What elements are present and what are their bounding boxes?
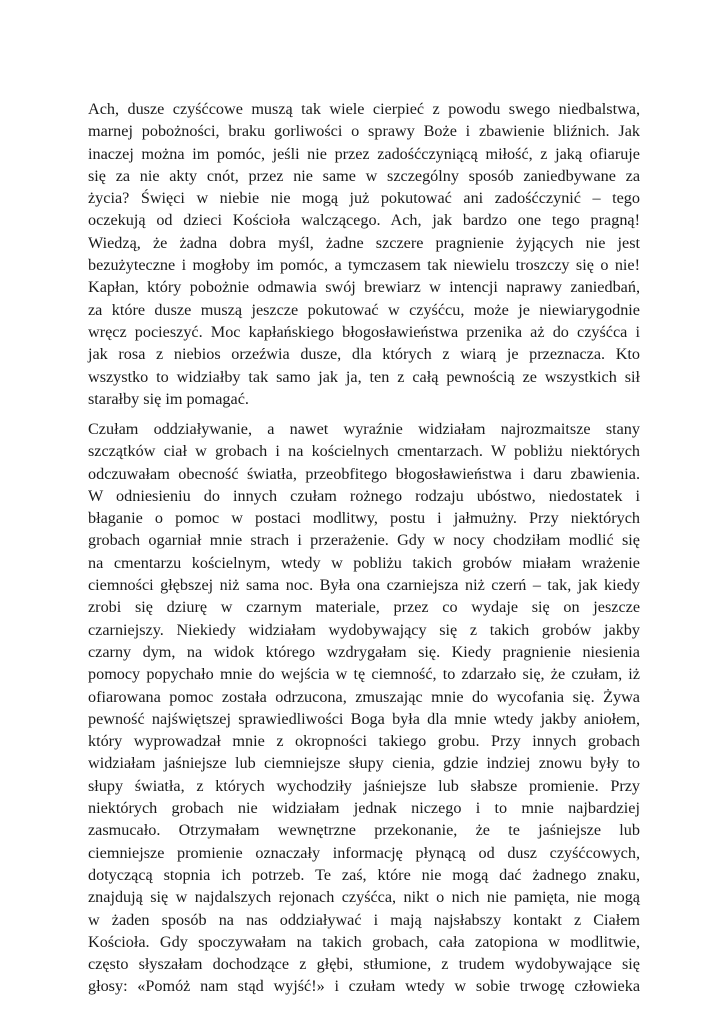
paragraph-line: Wiedzą, że żadna dobra myśl, żadne szczere pragnienie żyjących nie jest	[88, 233, 640, 252]
paragraph-line: pewność najświętszej sprawiedliwości Boga była dla mnie wtedy jakby aniołem,	[88, 709, 640, 728]
paragraph-line: się za nie akty cnót, przez nie same w szczególny sposób zaniedbywane za	[88, 166, 640, 185]
paragraph-line: który wyprowadzał mnie z okropności takiego grobu. Przy innych grobach	[88, 732, 640, 751]
paragraph-line: znajdują się w najdalszych rejonach czyśćca, nikt o nich nie pamięta, nie mogą	[88, 888, 640, 907]
paragraph-line: Ach, dusze czyśćcowe muszą tak wiele cierpieć z powodu swego niedbalstwa,	[88, 100, 640, 118]
paragraph-line: starałby się im pomagać.	[88, 389, 249, 408]
paragraph-line: widziałam jaśniejsze lub ciemniejsze słupy cienia, gdzie indziej znowu były to	[88, 754, 640, 773]
paragraph-line: życia? Święci w niebie nie mogą już pokutować ani zadośćczynić – tego	[88, 189, 640, 208]
paragraph-line: czarny dym, na widok którego wzdrygałam się. Kiedy pragnienie niesienia	[88, 642, 640, 661]
paragraph-1	[88, 98, 640, 410]
paragraph-line: marnej pobożności, braku gorliwości o sprawy Boże i zbawienie bliźnich. Jak	[88, 122, 640, 141]
paragraph-line: pomocy popychało mnie do wejścia w tę ciemność, to zdarzało się, że czułam, iż	[88, 665, 640, 684]
paragraph-line: często słyszałam dochodzące z głębi, stłumione, z trudem wydobywające się	[88, 955, 640, 974]
paragraph-line: zasmucało. Otrzymałam wewnętrzne przekonanie, że te jaśniejsze lub	[88, 821, 640, 840]
paragraph-line: grobach ogarniał mnie strach i przerażenie. Gdy w nocy chodziłam modlić się	[88, 531, 640, 550]
paragraph-line: odczuwałam obecność światła, przeobfitego błogosławieństwa i daru zbawienia.	[88, 464, 640, 483]
paragraph-line: dotyczącą stopnia ich potrzeb. Te zaś, które nie mogą dać żadnego znaku,	[88, 865, 640, 884]
paragraph-line: Czułam oddziaływanie, a nawet wyraźnie widziałam najrozmaitsze stany	[88, 420, 640, 438]
paragraph-2	[88, 418, 640, 998]
paragraph-line: błaganie o pomoc w postaci modlitwy, postu i jałmużny. Przy niektórych	[88, 509, 640, 528]
paragraph-line: szczątków ciał w grobach i na kościelnych cmentarzach. W pobliżu niektórych	[88, 442, 640, 461]
paragraph-line: ofiarowana pomoc została odrzucona, zmuszając mnie do wycofania się. Żywa	[88, 687, 640, 706]
paragraph-line: wręcz pocieszyć. Moc kapłańskiego błogosławieństwa przenika aż do czyśćca i	[88, 322, 640, 341]
paragraph-line: na cmentarzu kościelnym, wtedy w pobliżu takich grobów miałam wrażenie	[88, 553, 640, 572]
paragraph-line: ciemniejsze promienie oznaczały informację płynącą od dusz czyśćcowych,	[88, 843, 640, 862]
paragraph-line: Kapłan, który pobożnie odmawia swój brewiarz w intencji naprawy zaniedbań,	[88, 278, 640, 297]
paragraph-line: ciemności głębszej niż sama noc. Była ona czarniejsza niż czerń – tak, jak kiedy	[88, 576, 640, 595]
paragraph-line: W odniesieniu do innych czułam rożnego rodzaju ubóstwo, niedostatek i	[88, 486, 640, 505]
paragraph-line: czarniejszy. Niekiedy widziałam wydobywający się z takich grobów jakby	[88, 620, 640, 639]
paragraph-line: za które dusze muszą jeszcze pokutować w czyśćcu, może je niewiarygodnie	[88, 300, 640, 319]
paragraph-line: głosy: «Pomóż nam stąd wyjść!» i czułam wtedy w sobie trwogę człowieka	[88, 977, 640, 996]
paragraph-line: słupy światła, z których wychodziły jaśniejsze lub słabsze promienie. Przy	[88, 776, 640, 795]
paragraph-line: niektórych grobach nie widziałam jednak niczego i to mnie najbardziej	[88, 799, 640, 818]
paragraph-line: inaczej można im pomóc, jeśli nie przez zadośćczyniącą miłość, z jaką ofiaruje	[88, 144, 640, 163]
paragraph-line: zrobi się dziurę w czarnym materiale, przez co wydaje się on jeszcze	[88, 598, 640, 617]
paragraph-line: Kościoła. Gdy spoczywałam na takich grobach, cała zatopiona w modlitwie,	[88, 932, 640, 951]
paragraph-line: bezużyteczne i mogłoby im pomóc, a tymczasem tak niewielu troszczy się o nie!	[88, 256, 640, 275]
paragraph-line: jak rosa z niebios orzeźwia dusze, dla których z wiarą je przeznacza. Kto	[88, 345, 640, 364]
paragraph-line: oczekują od dzieci Kościoła walczącego. Ach, jak bardzo one tego pragną!	[88, 211, 640, 230]
paragraph-line: wszystko to widziałby tak samo jak ja, ten z całą pewnością ze wszystkich sił	[88, 367, 640, 386]
paragraph-line: w żaden sposób na nas oddziaływać i mają najsłabszy kontakt z Ciałem	[88, 910, 640, 929]
